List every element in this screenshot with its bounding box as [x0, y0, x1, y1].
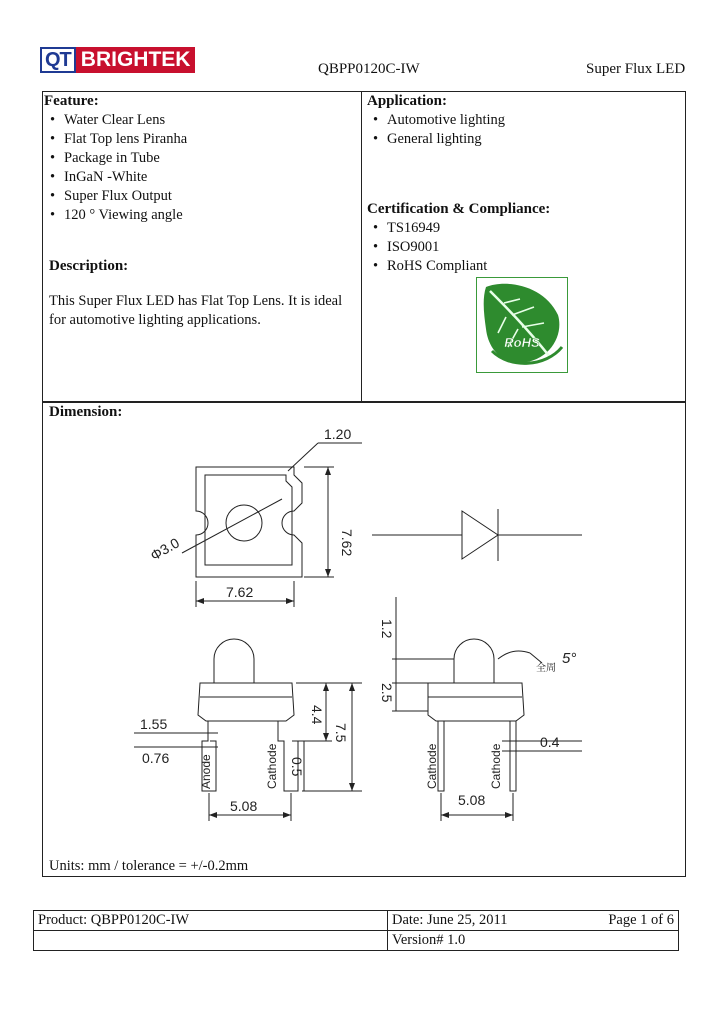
- list-item: • Automotive lighting: [367, 111, 667, 130]
- footer-table: [33, 910, 679, 951]
- dimension-title: Dimension:: [49, 404, 123, 420]
- five-degree-label: 5°: [562, 650, 577, 667]
- dim-1-20: 1.20: [324, 426, 352, 442]
- dim-1-2: 1.2: [379, 619, 395, 639]
- cathode-label-right: Cathode: [489, 743, 503, 789]
- list-item: • ISO9001: [367, 238, 667, 257]
- column-divider: [361, 91, 362, 402]
- dim-7-5: 7.5: [333, 723, 349, 743]
- all-round-label: 全周: [536, 663, 556, 674]
- dim-5-08-left: 5.08: [230, 798, 258, 814]
- dimension-drawing: [42, 401, 684, 875]
- anode-label: Anode: [199, 754, 213, 789]
- dim-2-5: 2.5: [379, 683, 395, 703]
- description-line2: for automotive lighting applications.: [49, 312, 261, 328]
- company-logo: [40, 47, 195, 73]
- list-item: • General lighting: [367, 130, 667, 149]
- certification-list: [367, 219, 667, 276]
- dim-0-4: 0.4: [540, 734, 560, 750]
- certification-title: Certification & Compliance:: [367, 201, 551, 217]
- dim-4-4: 4.4: [309, 705, 325, 725]
- logo-qt: QT: [40, 47, 76, 73]
- list-item: • TS16949: [367, 219, 667, 238]
- list-item: • RoHS Compliant: [367, 257, 667, 276]
- footer-page: Page 1 of 6: [590, 911, 679, 931]
- list-item: • Flat Top lens Piranha: [44, 130, 344, 149]
- dim-5-08-right: 5.08: [458, 792, 486, 808]
- logo-brightek: BRIGHTEK: [76, 47, 196, 73]
- footer-date: Date: June 25, 2011: [388, 911, 591, 931]
- rohs-leaf-icon: [476, 277, 568, 373]
- feature-list: [44, 111, 344, 225]
- footer-product: Product: QBPP0120C-IW: [34, 911, 388, 931]
- application-list: [367, 111, 667, 149]
- units-note: Units: mm / tolerance = +/-0.2mm: [49, 858, 249, 874]
- feature-title: Feature:: [44, 93, 99, 109]
- cathode-label-middle: Cathode: [425, 743, 439, 789]
- header-product-type: Super Flux LED: [586, 61, 686, 77]
- application-title: Application:: [367, 93, 448, 109]
- list-item: • Package in Tube: [44, 149, 344, 168]
- list-item: • InGaN -White: [44, 168, 344, 187]
- rohs-badge-text: RoHS: [504, 335, 540, 350]
- description-title: Description:: [49, 258, 129, 274]
- list-item: • Super Flux Output: [44, 187, 344, 206]
- dim-7-62-vertical: 7.62: [339, 529, 355, 557]
- dim-0-76: 0.76: [142, 750, 170, 766]
- cathode-label-left: Cathode: [265, 743, 279, 789]
- dim-1-55: 1.55: [140, 716, 168, 732]
- list-item: • Water Clear Lens: [44, 111, 344, 130]
- footer-empty: [34, 931, 388, 951]
- header-part-number: QBPP0120C-IW: [318, 61, 420, 77]
- list-item: • 120 ° Viewing angle: [44, 206, 344, 225]
- dim-phi-3-0: Φ3.0: [147, 534, 183, 564]
- footer-version: Version# 1.0: [388, 931, 679, 951]
- dim-0-5: 0.5: [289, 757, 305, 777]
- dim-7-62-horizontal: 7.62: [226, 584, 254, 600]
- description-line1: This Super Flux LED has Flat Top Lens. It is ideal: [49, 293, 343, 309]
